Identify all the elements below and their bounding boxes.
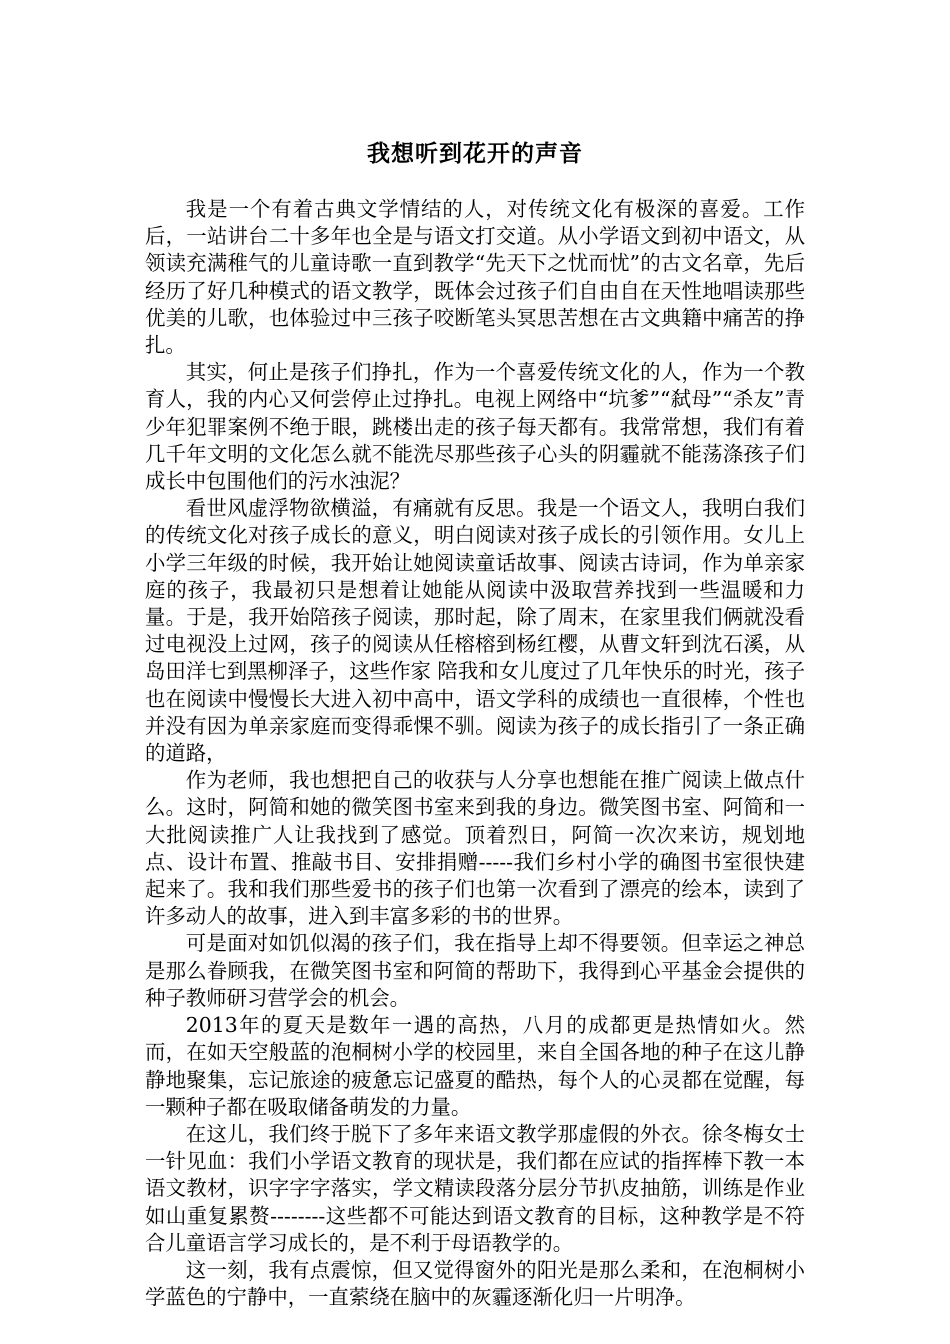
paragraph: 在这儿，我们终于脱下了多年来语文教学那虚假的外衣。徐冬梅女士一针见血：我们小学语文教育的现状是，我们都在应试的指挥棒下教一本语文教材，识字字字落实，学文精读段落分层分节扒皮抽筋，训练是作业如山重复累赘--------这些都不可能达到语文教育的目标，这种教学是不符合儿童语言学习成长的，是不利于母语教学的。 — [145, 1121, 805, 1255]
paragraph: 可是面对如饥似渴的孩子们，我在指导上却不得要领。但幸运之神总是那么眷顾我，在微笑图书室和阿简的帮助下，我得到心平基金会提供的种子教师研习营学会的机会。 — [145, 931, 805, 1010]
paragraph: 这一刻，我有点震惊，但又觉得窗外的阳光是那么柔和，在泡桐树小学蓝色的宁静中，一直萦绕在脑中的灰霾逐渐化归一片明净。 — [145, 1257, 805, 1310]
paragraph: 其实，何止是孩子们挣扎，作为一个喜爱传统文化的人，作为一个教育人，我的内心又何尝停止过挣扎。电视上网络中“坑爹”“弑母”“杀友”青少年犯罪案例不绝于眼，跳楼出走的孩子每天都有。我常常想，我们有着几千年文明的文化怎么就不能洗尽那些孩子心头的阴霾就不能荡涤孩子们成长中包围他们的污水浊泥？ — [145, 360, 805, 494]
document-body — [145, 196, 805, 1311]
paragraph: 作为老师，我也想把自己的收获与人分享也想能在推广阅读上做点什么。这时，阿简和她的微笑图书室来到我的身边。微笑图书室、阿简和一大批阅读推广人让我找到了感觉。顶着烈日，阿简一次次来访，规划地点、设计布置、推敲书目、安排捐赠-----我们乡村小学的确图书室很快建起来了。我和我们那些爱书的孩子们也第一次看到了漂亮的绘本，读到了许多动人的故事，进入到丰富多彩的书的世界。 — [145, 768, 805, 929]
paragraph: 2013年的夏天是数年一遇的高热，八月的成都更是热情如火。然而，在如天空般蓝的泡桐树小学的校园里，来自全国各地的种子在这儿静静地聚集，忘记旅途的疲惫忘记盛夏的酷热，每个人的心灵都在觉醒，每一颗种子都在吸取储备萌发的力量。 — [145, 1013, 805, 1119]
paragraph: 我是一个有着古典文学情结的人，对传统文化有极深的喜爱。工作后，一站讲台二十多年也全是与语文打交道。从小学语文到初中语文，从领读充满稚气的儿童诗歌一直到教学“先天下之忧而忧”的古文名章，先后经历了好几种模式的语文教学，既体会过孩子们自由自在天性地唱读那些优美的儿歌，也体验过中三孩子咬断笔头冥思苦想在古文典籍中痛苦的挣扎。 — [145, 197, 805, 358]
document-title: 我想听到花开的声音 — [367, 140, 583, 167]
paragraph: 看世风虚浮物欲横溢，有痛就有反思。我是一个语文人，我明白我们的传统文化对孩子成长的意义，明白阅读对孩子成长的引领作用。女儿上小学三年级的时候，我开始让她阅读童话故事、阅读古诗词，作为单亲家庭的孩子，我最初只是想着让她能从阅读中汲取营养找到一些温暖和力量。于是，我开始陪孩子阅读，那时起，除了周末，在家里我们俩就没看过电视没上过网，孩子的阅读从任榕榕到杨红樱，从曹文轩到沈石溪，从岛田洋七到黑柳泽子，这些作家 陪我和女儿度过了几年快乐的时光，孩子也在阅读中慢慢长大进入初中高中，语文学科的成绩也一直很棒，个性也并没有因为单亲家庭而变得乖惈不驯。阅读为孩子的成长指引了一条正确的道路， — [145, 496, 805, 766]
